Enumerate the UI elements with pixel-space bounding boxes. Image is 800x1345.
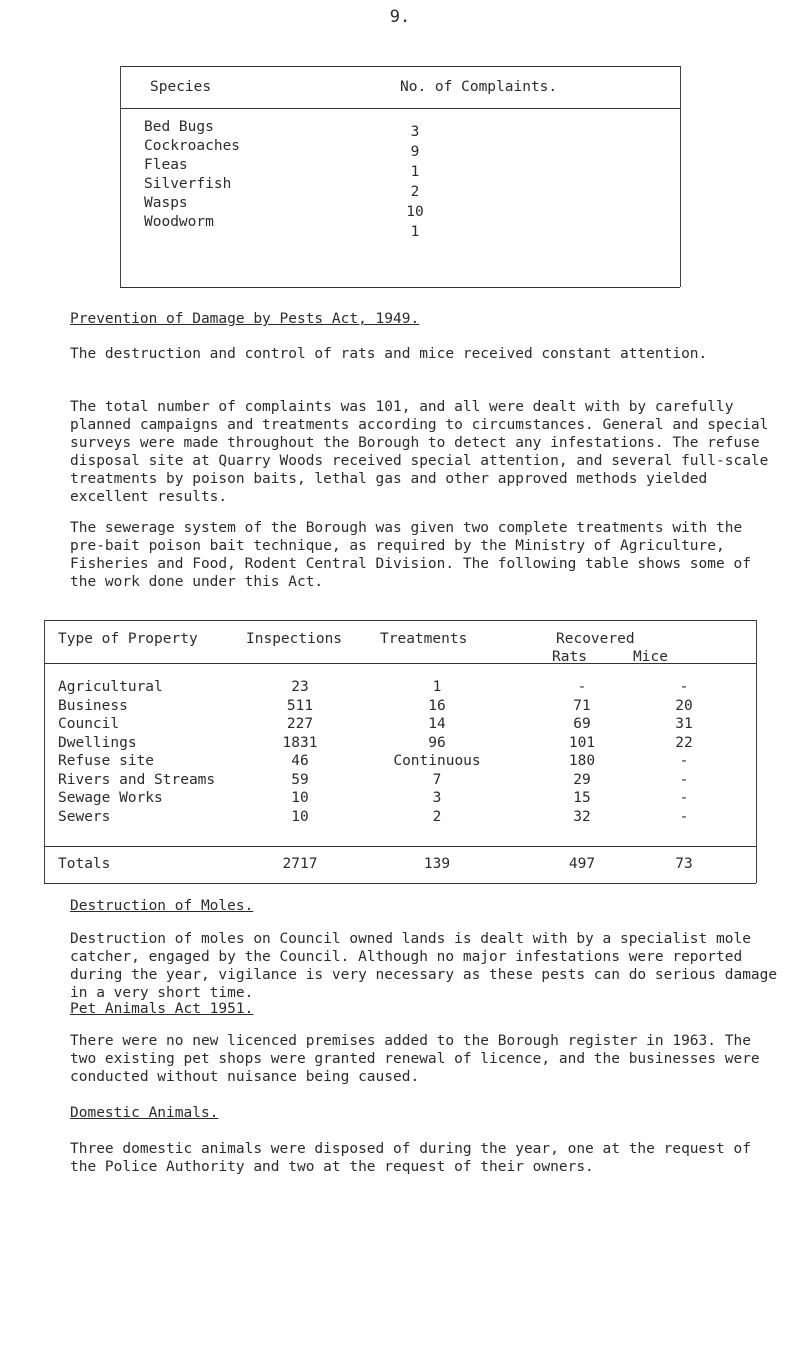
- cell-mice: 22: [675, 734, 693, 751]
- cell-type: Sewers: [58, 808, 111, 825]
- species-name: Bed Bugs: [144, 119, 214, 135]
- total-rats: 497: [568, 856, 596, 872]
- table-border: [120, 66, 121, 287]
- cell-inspections: 227: [286, 716, 314, 732]
- species-name: Cockroaches: [144, 138, 241, 154]
- complaint-count: 1: [410, 164, 420, 180]
- table-rule: [44, 620, 756, 621]
- recovered-header: Recovered: [556, 631, 635, 647]
- species-name: Fleas: [144, 157, 188, 173]
- section-heading-prevention: Prevention of Damage by Pests Act, 1949.: [70, 311, 420, 327]
- paragraph: There were no new licenced premises added to the Borough register in 1963. The two existing pet shops were granted renewal of licence, and the businesses were conducted without nuisance being caused.: [70, 1033, 760, 1085]
- cell-mice: -: [679, 808, 689, 825]
- cell-rats: 69: [573, 716, 591, 732]
- cell-inspections: 10: [291, 808, 309, 825]
- species-name: Wasps: [144, 195, 188, 211]
- cell-inspections: 23: [291, 679, 309, 695]
- paragraph: Destruction of moles on Council owned lands is dealt with by a specialist mole catcher, engaged by the Council. Although no major infestations were reported during the year, vigilance is very necessary as these pests can do serious damage in a very short time.: [70, 931, 778, 1001]
- species-name: Woodworm: [144, 214, 214, 230]
- cell-rats: 71: [573, 697, 591, 714]
- complaint-count: 3: [410, 124, 420, 140]
- paragraph: The destruction and control of rats and mice received constant attention.: [70, 346, 708, 362]
- cell-type: Business: [58, 697, 128, 714]
- species-name: Silverfish: [144, 176, 232, 192]
- cell-treatments: 2: [432, 808, 442, 825]
- cell-inspections: 46: [291, 753, 309, 769]
- totals-label: Totals: [58, 856, 111, 872]
- cell-rats: 101: [568, 734, 596, 751]
- complaint-count: 10: [406, 204, 424, 220]
- table-row: [44, 752, 756, 771]
- total-mice: 73: [675, 856, 693, 872]
- species-names: [144, 118, 240, 232]
- cell-treatments: 7: [432, 771, 442, 788]
- treatments-header: Treatments: [380, 631, 468, 647]
- cell-rats: 32: [573, 808, 591, 825]
- complaint-count: 9: [410, 144, 420, 160]
- cell-rats: -: [577, 679, 587, 695]
- cell-treatments: 1: [432, 679, 442, 695]
- cell-rats: 29: [573, 771, 591, 788]
- table-row: [44, 734, 756, 753]
- cell-inspections: 59: [291, 771, 309, 788]
- cell-inspections: 1831: [282, 734, 318, 751]
- table-rule: [120, 108, 680, 109]
- totals-row: [44, 855, 756, 874]
- species-counts: [365, 122, 465, 242]
- section-heading-pet-animals: Pet Animals Act 1951.: [70, 1001, 254, 1017]
- mice-header: Mice: [633, 649, 668, 665]
- table-row: [44, 715, 756, 734]
- paragraph: The total number of complaints was 101, and all were dealt with by carefully planned campaigns and treatments according to circumstances. General and special surveys were made throughout the Borough to detect any infestations. The refuse disposal site at Quarry Woods received special attention, and several full-scale treatments by poison baits, lethal gas and other approved methods yielded excellent results.: [70, 399, 769, 505]
- table-rule: [44, 883, 756, 884]
- cell-treatments: Continuous: [393, 753, 481, 769]
- cell-type: Refuse site: [58, 753, 155, 769]
- cell-rats: 180: [568, 753, 596, 769]
- cell-rats: 15: [573, 790, 591, 806]
- species-header: Species: [150, 79, 212, 95]
- inspections-header: Inspections: [246, 631, 343, 647]
- paragraph: The sewerage system of the Borough was given two complete treatments with the pre-bait poison bait technique, as required by the Ministry of Agriculture, Fisheries and Food, Rodent Central Division. The following table shows some of the work done under this Act.: [70, 520, 751, 590]
- table-border: [680, 66, 681, 287]
- table-rule: [120, 66, 680, 67]
- cell-mice: -: [679, 771, 689, 788]
- cell-type: Rivers and Streams: [58, 771, 216, 788]
- cell-treatments: 14: [428, 716, 446, 732]
- cell-mice: 31: [675, 716, 693, 732]
- cell-treatments: 96: [428, 734, 446, 751]
- rats-header: Rats: [552, 649, 587, 665]
- type-header: Type of Property: [58, 631, 198, 647]
- cell-treatments: 16: [428, 697, 446, 714]
- table-row: [44, 789, 756, 808]
- table-row: [44, 678, 756, 697]
- cell-treatments: 3: [432, 790, 442, 806]
- table-row: [44, 697, 756, 716]
- cell-inspections: 511: [286, 697, 314, 714]
- cell-type: Sewage Works: [58, 790, 163, 806]
- table-border: [756, 620, 757, 883]
- complaint-count: 1: [410, 224, 420, 240]
- cell-type: Agricultural: [58, 679, 163, 695]
- complaints-header: No. of Complaints.: [400, 79, 558, 95]
- total-treatments: 139: [423, 856, 451, 872]
- cell-mice: -: [679, 790, 689, 806]
- property-table-body: [44, 678, 756, 826]
- cell-mice: -: [679, 753, 689, 769]
- table-row: [44, 808, 756, 827]
- complaint-count: 2: [410, 184, 420, 200]
- paragraph: Three domestic animals were disposed of during the year, one at the request of the Police Authority and two at the request of their owners.: [70, 1141, 751, 1175]
- table-rule: [120, 287, 680, 288]
- total-inspections: 2717: [282, 856, 318, 872]
- section-heading-moles: Destruction of Moles.: [70, 898, 254, 914]
- page-number: 9.: [389, 7, 411, 27]
- section-heading-domestic-animals: Domestic Animals.: [70, 1105, 219, 1121]
- cell-mice: 20: [675, 697, 693, 714]
- table-rule: [44, 846, 756, 847]
- cell-type: Council: [58, 716, 120, 732]
- cell-type: Dwellings: [58, 734, 137, 751]
- cell-inspections: 10: [291, 790, 309, 806]
- cell-mice: -: [679, 679, 689, 695]
- table-row: [44, 771, 756, 790]
